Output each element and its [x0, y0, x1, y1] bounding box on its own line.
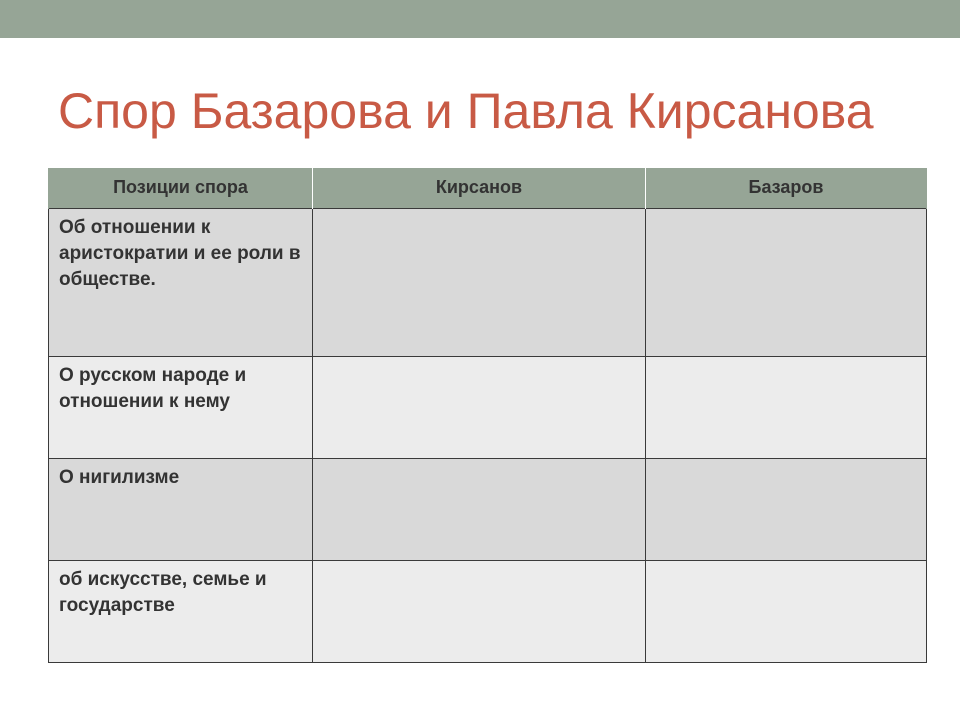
topic-cell: О нигилизме	[49, 458, 313, 560]
bazarov-cell[interactable]	[646, 560, 927, 662]
kirsanov-cell[interactable]	[313, 560, 646, 662]
bazarov-cell[interactable]	[646, 356, 927, 458]
table-row	[49, 560, 927, 662]
topic-cell: Об отношении к аристократии и ее роли в обществе.	[49, 208, 313, 356]
bazarov-cell[interactable]	[646, 458, 927, 560]
table-row	[49, 458, 927, 560]
table-row	[49, 356, 927, 458]
table-header-row	[49, 168, 927, 208]
comparison-table-container	[48, 168, 926, 663]
topic-cell: об искусстве, семье и государстве	[49, 560, 313, 662]
kirsanov-cell[interactable]	[313, 458, 646, 560]
kirsanov-cell[interactable]	[313, 356, 646, 458]
top-accent-bar	[0, 0, 960, 38]
header-kirsanov: Кирсанов	[313, 168, 646, 208]
bazarov-cell[interactable]	[646, 208, 927, 356]
topic-cell: О русском народе и отношении к нему	[49, 356, 313, 458]
table-row	[49, 208, 927, 356]
header-positions: Позиции спора	[49, 168, 313, 208]
comparison-table	[48, 168, 927, 663]
kirsanov-cell[interactable]	[313, 208, 646, 356]
slide-title: Спор Базарова и Павла Кирсанова	[58, 83, 874, 139]
header-bazarov: Базаров	[646, 168, 927, 208]
